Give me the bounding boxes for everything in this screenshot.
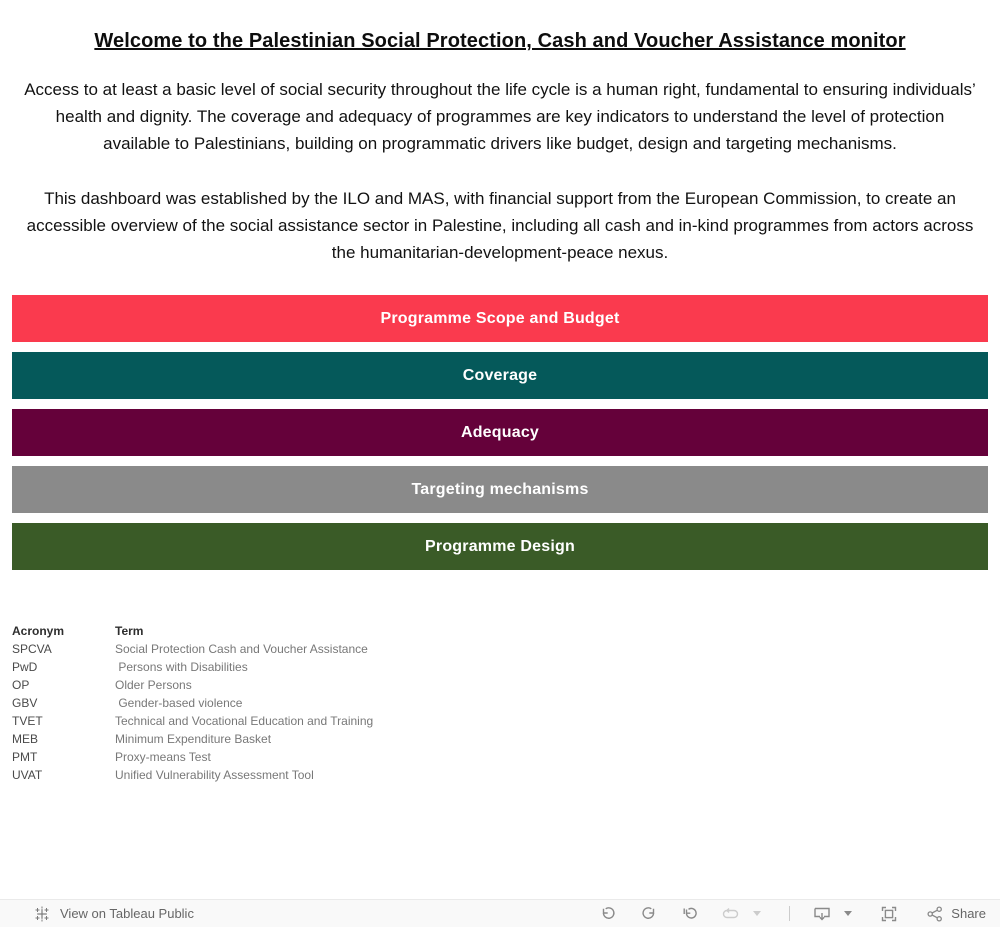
glossary-acronym: MEB <box>12 732 39 746</box>
glossary-acronym: PwD <box>12 660 38 674</box>
glossary-term: Persons with Disabilities <box>115 660 248 674</box>
glossary-term: Proxy-means Test <box>115 750 211 764</box>
share-label: Share <box>951 906 986 921</box>
nav-button-label: Adequacy <box>460 423 540 441</box>
toolbar-actions <box>598 904 986 924</box>
acronym-glossary-table <box>12 622 1000 784</box>
tableau-bottom-toolbar <box>0 899 1000 927</box>
table-row <box>12 694 1000 712</box>
glossary-acronym: PMT <box>12 750 38 764</box>
nav-button-adequacy[interactable] <box>12 409 988 456</box>
nav-button-label: Programme Scope and Budget <box>380 309 620 327</box>
table-row <box>12 748 1000 766</box>
glossary-acronym: OP <box>12 678 30 692</box>
nav-button-targeting-mechanisms[interactable] <box>12 466 988 513</box>
page-title: Welcome to the Palestinian Social Protection, Cash and Voucher Assistance monitor <box>94 30 906 52</box>
glossary-term: Social Protection Cash and Voucher Assistance <box>115 642 368 656</box>
glossary-acronym: GBV <box>12 696 38 710</box>
glossary-term: Unified Vulnerability Assessment Tool <box>115 768 314 782</box>
nav-button-label: Programme Design <box>425 537 575 555</box>
glossary-header-term: Term <box>115 624 144 638</box>
glossary-acronym: SPCVA <box>12 642 52 656</box>
view-on-tableau-public-label: View on Tableau Public <box>60 906 194 921</box>
nav-button-label: Coverage <box>462 366 538 384</box>
tableau-logo-icon <box>32 904 52 924</box>
glossary-acronym: UVAT <box>12 768 43 782</box>
refresh-caret-icon[interactable] <box>747 904 767 924</box>
refresh-icon[interactable] <box>721 904 741 924</box>
nav-button-programme-scope-and-budget[interactable] <box>12 295 988 342</box>
glossary-header-row <box>12 622 1000 640</box>
glossary-term: Technical and Vocational Education and Training <box>115 714 374 728</box>
undo-icon[interactable] <box>598 904 618 924</box>
glossary-acronym: TVET <box>12 714 43 728</box>
download-caret-icon[interactable] <box>838 904 858 924</box>
table-row <box>12 766 1000 784</box>
share-button[interactable] <box>925 904 986 924</box>
table-row <box>12 640 1000 658</box>
nav-button-coverage[interactable] <box>12 352 988 399</box>
redo-icon[interactable] <box>639 904 659 924</box>
glossary-header-acronym: Acronym <box>12 624 65 638</box>
share-icon <box>925 904 945 924</box>
table-row <box>12 658 1000 676</box>
glossary-term: Older Persons <box>115 678 192 692</box>
view-on-tableau-public-link[interactable] <box>32 904 194 924</box>
toolbar-divider <box>789 906 790 921</box>
fullscreen-icon[interactable] <box>879 904 899 924</box>
glossary-term: Gender-based violence <box>115 696 243 710</box>
intro-paragraph-2: This dashboard was established by the ILO and MAS, with financial support from the European Commission, to create an accessible overview of the social assistance sector in Palestine, including all cash and in-kind programmes from actors across the humanitarian-development-peace nexus. <box>26 189 974 262</box>
download-icon[interactable] <box>812 904 832 924</box>
table-row <box>12 712 1000 730</box>
glossary-term: Minimum Expenditure Basket <box>115 732 272 746</box>
table-row <box>12 730 1000 748</box>
nav-button-programme-design[interactable] <box>12 523 988 570</box>
nav-button-label: Targeting mechanisms <box>411 480 589 498</box>
nav-button-group <box>12 295 988 570</box>
table-row <box>12 676 1000 694</box>
revert-icon[interactable] <box>680 904 700 924</box>
intro-paragraph-1: Access to at least a basic level of social security throughout the life cycle is a human right, fundamental to ensuring individuals’ health and dignity. The coverage and adequacy of programmes are key indicators to understand the level of protection available to Palestinians, building on programmatic drivers like budget, design and targeting mechanisms. <box>24 80 976 153</box>
